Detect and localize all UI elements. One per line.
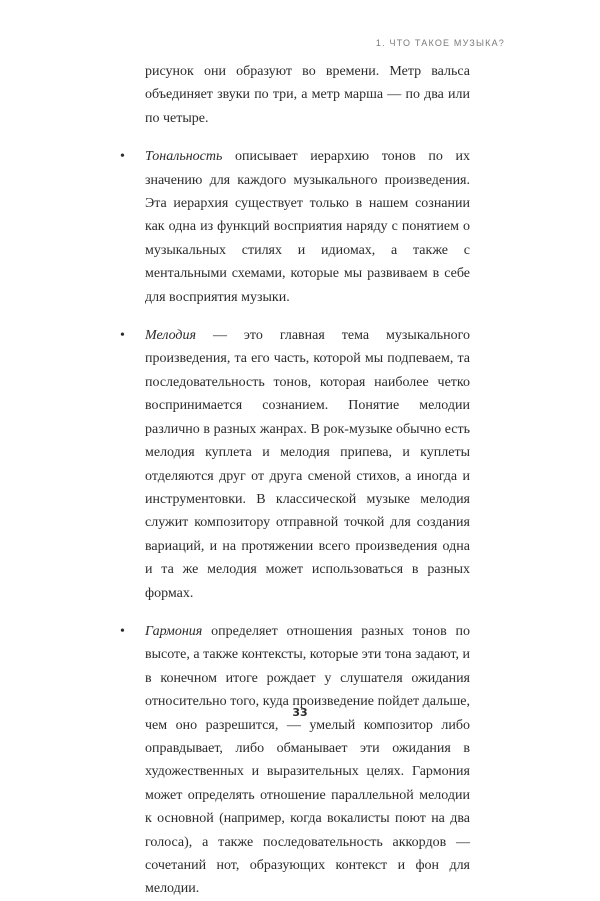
bullet-icon: • xyxy=(120,623,125,639)
page-number: 33 xyxy=(292,706,308,719)
term-tonality: Тональность xyxy=(145,149,223,165)
list-item-tonality xyxy=(120,145,470,309)
list-item-harmony xyxy=(120,620,470,901)
term-harmony: Гармония xyxy=(145,623,203,639)
definition-harmony: определяет отношения разных тонов по высоте, а также контексты, которые эти тона задают, и в конечном итоге рождает у слушателя ожидания относительно того, куда произведение пойдет дальше, чем оно разрешится, — умелый композитор либо оправдывает, либо обманывает эти ожидания в художественных и выразительных целях. Гармония может определять отношение параллельной мелодии к основной (например, когда вокалисты поют на два голоса), а также последовательность аккордов — сочетаний нот, образующих контекст и фон для мелодии. xyxy=(145,623,470,897)
definition-list xyxy=(120,145,470,901)
bullet-icon: • xyxy=(120,149,125,165)
list-item-melody xyxy=(120,324,470,605)
definition-melody: — это главная тема музыкального произведения, та его часть, которой мы подпеваем, та последовательность тонов, которая наиболее четко воспринимается сознанием. Понятие мелодии различно в разных жанрах. В рок-музыке обычно есть мелодия куплета и мелодия припева, и куплеты отделяются друг от друга сменой стихов, а иногда и инструментовки. В классической музыке мелодия служит композитору отправной точкой для создания вариаций, и на протяжении всего произведения одна и та же мелодия может использоваться в разных формах. xyxy=(145,328,470,601)
page-body xyxy=(120,60,470,901)
definition-tonality: описывает иерархию тонов по их значению для каждого музыкального произведения. Эта иерархия существует только в нашем сознании как одна из функций восприятия наряду с понятием о музыкальных стилях и идиомах, а также с ментальными схемами, которые мы развиваем в себе для восприятия музыки. xyxy=(145,149,470,305)
continued-paragraph: рисунок они образуют во времени. Метр вальса объединяет звуки по три, а метр марша — по два или по четыре. xyxy=(145,64,470,126)
bullet-icon: • xyxy=(120,328,125,344)
running-header: 1. ЧТО ТАКОЕ МУЗЫКА? xyxy=(375,38,505,48)
term-melody: Мелодия xyxy=(145,328,197,344)
